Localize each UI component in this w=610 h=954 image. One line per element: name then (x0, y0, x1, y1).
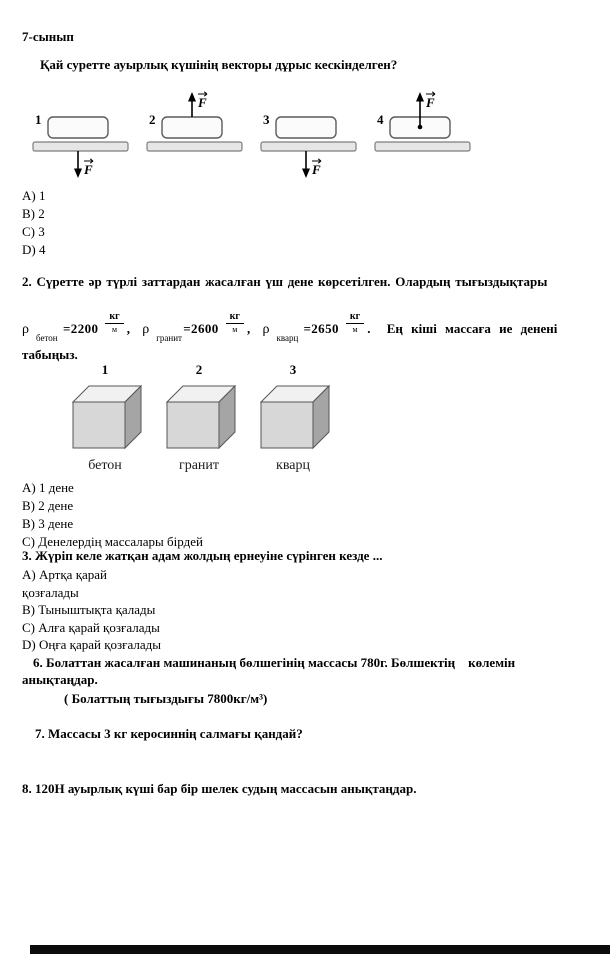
force-label: F (312, 162, 321, 177)
platform (261, 142, 356, 151)
density-term-concrete (22, 311, 139, 343)
option-b: B) 2 (22, 206, 45, 221)
unit-fraction (105, 312, 123, 334)
option-b2: B) 3 дене (22, 516, 74, 531)
question-3-options (22, 566, 161, 654)
rho-symbol: ρ (142, 322, 150, 337)
rho-symbol: ρ (262, 322, 270, 337)
question-8-text: 8. 120Н ауырлық күші бар бір шелек судың массасын анықтаңдар. (22, 781, 417, 796)
arrowhead (188, 92, 196, 102)
question-6-text-line2: анықтаңдар. (22, 672, 98, 687)
figure-number: 2 (149, 112, 156, 127)
option-c: C) Денелердің массалары бірдей (22, 534, 203, 549)
option-a: A) 1 (22, 188, 46, 203)
cube-drawing (253, 380, 333, 452)
question-2-tail: Ең кіші массаға ие денені (386, 321, 558, 336)
material-subscript: кварц (276, 333, 299, 343)
cube-front-face (167, 402, 219, 448)
question-1-options (22, 187, 45, 259)
unit-fraction (346, 312, 364, 334)
question-3-text: 3. Жүріп келе жатқан адам жолдың ернеуіне сүрінген кезде ... (22, 548, 383, 563)
figure-setup-2 (146, 84, 246, 184)
question-6-text-line1: 6. Болаттан жасалған машинаның бөлшегінің массасы 780г. Бөлшектің көлемін (33, 655, 516, 670)
block (48, 117, 108, 138)
separator: . (367, 321, 371, 336)
option-b: B) Тыныштықта қалады (22, 602, 156, 617)
figure-setup-3 (260, 84, 360, 184)
density-value: =2200 (63, 321, 99, 336)
option-a-wrap: қозғалады (22, 584, 79, 600)
unit-numerator: кг (346, 312, 364, 324)
question-2-text: 2. Сүретте әр түрлі заттардан жасалған үш дене көрсетілген. Олардың тығыздықтары (22, 274, 548, 289)
force-label: F (426, 95, 435, 110)
question-2-tail-2: табыңыз. (22, 347, 78, 362)
force-label: F (84, 162, 93, 177)
cube-label: бетон (88, 458, 122, 473)
option-c: C) 3 (22, 224, 45, 239)
cube-item-concrete (64, 362, 146, 474)
platform (33, 142, 128, 151)
figure-number: 3 (263, 112, 270, 127)
unit-denominator: м (112, 325, 118, 334)
cube-drawing (65, 380, 145, 452)
unit-denominator: м (232, 325, 238, 334)
density-value: =2600 (183, 321, 219, 336)
separator: , (246, 321, 251, 336)
platform (375, 142, 470, 151)
cube-label: гранит (178, 458, 220, 473)
page-bottom-bar (30, 945, 610, 954)
option-b: B) 2 дене (22, 498, 74, 513)
cube-number: 3 (289, 362, 297, 377)
material-subscript: гранит (156, 333, 182, 343)
figure-setup-4 (374, 84, 474, 184)
block (162, 117, 222, 138)
question-2-options (22, 479, 203, 551)
cube-front-face (261, 402, 313, 448)
density-term-granite (142, 311, 259, 343)
question-1-figure (32, 84, 474, 184)
grade-title: 7-сынып (22, 29, 74, 44)
question-7-text: 7. Массасы 3 кг керосиннің салмағы қандай? (35, 726, 303, 741)
question-1-text: Қай суретте ауырлық күшінің векторы дұрыс кескінделген? (40, 57, 398, 72)
arrowhead (302, 169, 310, 179)
arrowhead (74, 169, 82, 179)
figure-number: 1 (35, 112, 42, 127)
unit-fraction (226, 312, 244, 334)
separator: , (126, 321, 130, 336)
cube-drawing (159, 380, 239, 452)
cube-item-quartz (252, 362, 334, 474)
force-label: F (198, 95, 207, 110)
material-subscript: бетон (36, 333, 58, 343)
block (276, 117, 336, 138)
question-6-note: ( Болаттың тығыздығы 7800кг/м³) (64, 691, 268, 706)
cube-number: 1 (101, 362, 109, 377)
density-value: =2650 (303, 321, 339, 336)
question-2-figure (64, 362, 334, 474)
option-a: A) 1 дене (22, 480, 74, 495)
option-d: D) Оңға қарай қозғалады (22, 637, 162, 652)
density-formulas (22, 311, 602, 343)
cube-number: 2 (195, 362, 203, 377)
density-term-quartz (262, 311, 379, 343)
unit-numerator: кг (226, 312, 244, 324)
arrowhead (416, 92, 424, 102)
unit-numerator: кг (105, 312, 123, 324)
unit-denominator: м (352, 325, 358, 334)
option-c: C) Алға қарай қозғалады (22, 619, 160, 635)
cube-label: кварц (276, 458, 310, 473)
figure-number: 4 (377, 112, 384, 127)
cube-item-granite (158, 362, 240, 474)
cube-front-face (73, 402, 125, 448)
option-d: D) 4 (22, 242, 46, 257)
option-a: A) Артқа қарай (22, 567, 108, 582)
rho-symbol: ρ (22, 322, 29, 337)
figure-setup-1 (32, 84, 132, 184)
platform (147, 142, 242, 151)
